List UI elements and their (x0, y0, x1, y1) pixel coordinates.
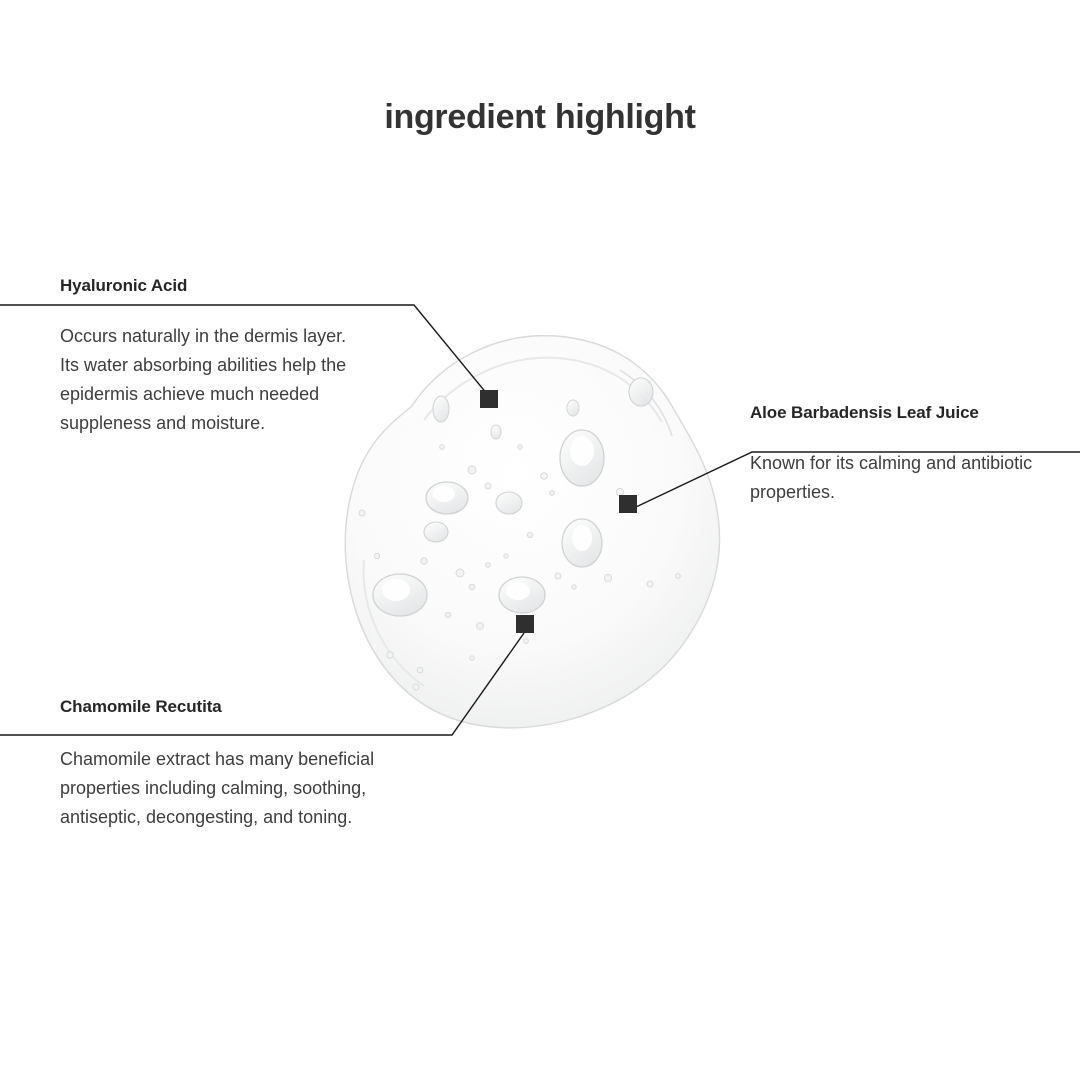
callout-body: Chamomile extract has many beneficial properties including calming, soothing, antiseptic, decongesting, and toning. (60, 749, 375, 827)
marker-aloe (619, 495, 637, 513)
gel-swatch-illustration (320, 310, 740, 750)
callout-chamomile-recutita (60, 697, 390, 832)
marker-hyaluronic-acid (480, 390, 498, 408)
callout-heading: Aloe Barbadensis Leaf Juice (750, 403, 979, 422)
callout-hyaluronic-acid (60, 276, 370, 438)
callout-body: Occurs naturally in the dermis layer. Its water absorbing abilities help the epidermis achieve much needed suppleness and moisture. (60, 326, 347, 433)
callout-aloe-barbadensis-leaf-juice (750, 403, 1050, 507)
callout-heading: Chamomile Recutita (60, 697, 222, 716)
callout-heading: Hyaluronic Acid (60, 276, 188, 295)
page-title: ingredient highlight (384, 98, 696, 136)
marker-chamomile (516, 615, 534, 633)
callout-body: Known for its calming and antibiotic properties. (750, 453, 1033, 502)
